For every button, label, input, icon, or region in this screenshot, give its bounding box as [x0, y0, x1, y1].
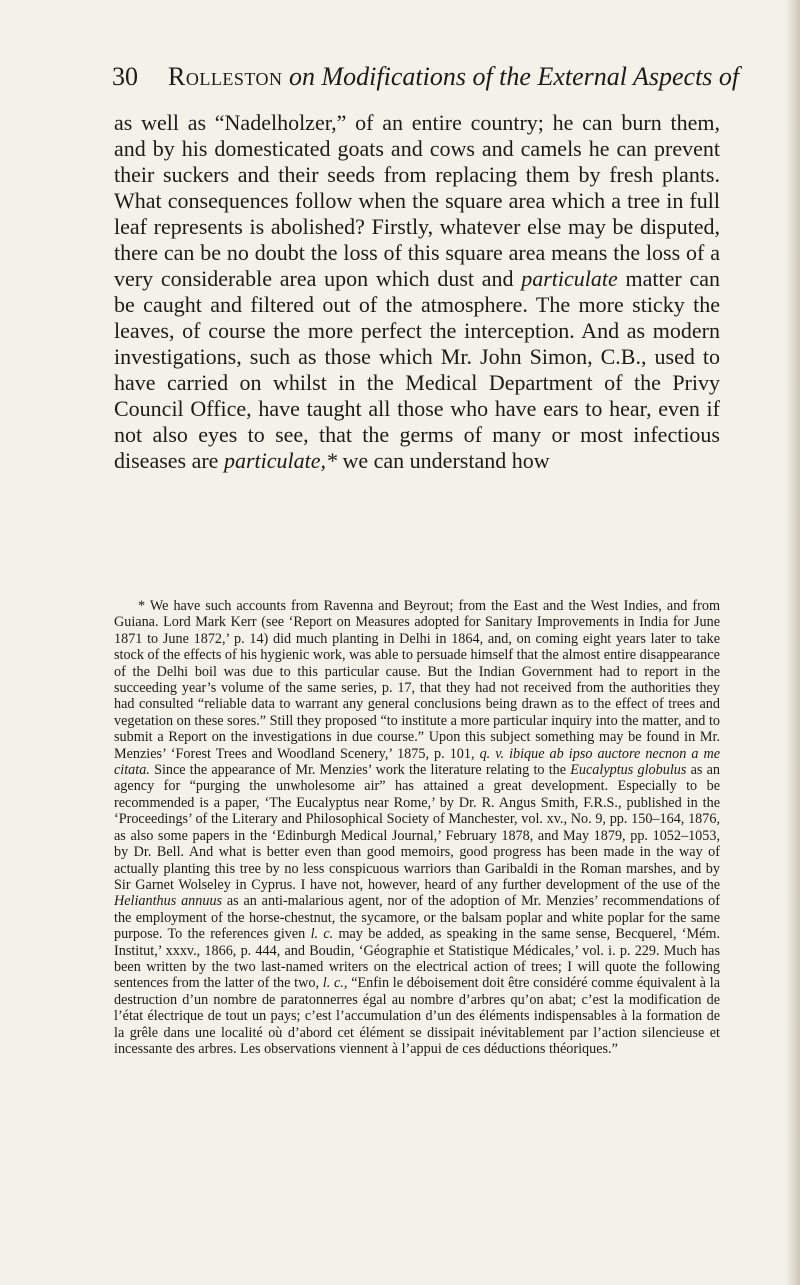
footnote-text-run: as an anti-malarious agent, nor of the adoption of Mr. Menzies’ recommendations of the employment of the horse-chestnut, the sycamore, or the balsam poplar and white poplar for the same purpose. To the references given	[114, 893, 720, 943]
body-text-run: matter can be caught and filtered out of the atmosphere. The more sticky the leaves, of course the more perfect the interception. And as modern investigations, such as those which Mr. John Simon, C.B., used to have carried on whilst in the Medical Department of the Privy Council Office, have taught all those who have ears to hear, even if not also eyes to see, that the germs of many or most infectious diseases are	[114, 266, 720, 473]
running-head-title	[168, 60, 739, 94]
footnote-emphasis: l. c.	[322, 975, 344, 992]
footnote-text-run: , “Enfin le déboisement doit être considéré comme équivalent à la destruction d’un nombre de paratonnerres égal au nombre d’arbres qu’on abat; c’est la modification de l’état électrique de tout un pays; c’est l’accumulation d’un des éléments indispensables à la formation de la grêle dans une localité où d’abord cet élément se dissipait inévitablement par l’action silencieuse et incessante des arbres. Les observations viennent à l’appui de ces déductions théoriques.”	[114, 975, 720, 1057]
footnote-text-run: * We have such accounts from Ravenna and Beyrout; from the East and the West Indies, and from Guiana. Lord Mark Kerr (see ‘Report on Measures adopted for Sanitary Improvements in India for June 1871 to June 1872,’ p. 14) did much planting in Delhi in 1864, and, on coming eight years later to take stock of the effects of his hygienic work, was able to persuade himself that the almost entire disappearance of the Delhi boil was due to this particular cause. But the Indian Government had to report in the succeeding year’s volume of the same series, p. 17, that they had not received from the authorities they had consulted “reliable data to warrant any general conclusions being drawn as to the effect of trees and vegetation on these sores.” Still they proposed “to institute a more particular inquiry into the matter, and to submit a Report on the investigations in due course.” Upon this subject something may be found in Mr. Menzies’ ‘Forest Trees and Woodland Scenery,’ 1875, p. 101,	[114, 598, 720, 762]
footnote-emphasis: Helianthus annuus	[114, 893, 223, 910]
running-head-subject: on Modifications of the External Aspects of	[289, 62, 740, 91]
running-header	[112, 60, 740, 94]
running-head-author: Rolleston	[168, 62, 283, 91]
main-text	[114, 110, 720, 474]
footnote-emphasis: q. v. ibique ab ipso auctore necnon a me citata.	[114, 745, 720, 779]
footnote-emphasis: l. c.	[310, 926, 334, 943]
body-emphasis: particulate	[521, 266, 618, 291]
footnote-text-run: may be added, as speaking in the same sense, Becquerel, ‘Mém. Institut,’ xxxv., 1866, p. 444, and Boudin, ‘Géographie et Statistique Médicales,’ vol. i. p. 229. Much has been written by the two last-named writers on the electrical action of trees; I will quote the following sentences from the latter of the two,	[114, 926, 721, 992]
footnote-emphasis: Eucalyptus globulus	[570, 762, 687, 779]
body-text-run: we can understand how	[337, 448, 550, 473]
body-paragraph	[114, 110, 720, 474]
page-number: 30	[112, 62, 138, 91]
page-edge-shadow	[786, 0, 800, 1285]
footnote-text-run: Since the appearance of Mr. Menzies’ work the literature relating to the	[149, 762, 571, 779]
footnote-reference: particulate,*	[223, 448, 337, 473]
footnote-text-run: as an agency for “purging the unwholesome air” has attained a great development. Especially to be recommended is a paper, ‘The Eucalyptus near Rome,’ by Dr. R. Angus Smith, F.R.S., published in the ‘Proceedings’ of the Literary and Philosophical Society of Manchester, vol. xv., No. 9, pp. 150–164, 1876, as also some papers in the ‘Edinburgh Medical Journal,’ February 1878, and May 1879, pp. 1052–1053, by Dr. Bell. And what is better even than good memoirs, good progress has been made in the way of actually planting this tree by no less conspicuous warriors than Garibaldi in the Roman marshes, and by Sir Garnet Wolseley in Cyprus. I have not, however, heard of any further development of the use of the	[114, 762, 720, 893]
footnote	[114, 598, 720, 1057]
body-text-run: as well as “Nadelholzer,” of an entire country; he can burn them, and by his domesticated goats and cows and camels he can prevent their suckers and their seeds from replacing them by fresh plants. What consequences follow when the square area which a tree in full leaf represents is abolished? Firstly, whatever else may be disputed, there can be no doubt the loss of this square area means the loss of a very considerable area upon which dust and	[114, 110, 720, 291]
footnote-paragraph	[114, 598, 720, 1057]
